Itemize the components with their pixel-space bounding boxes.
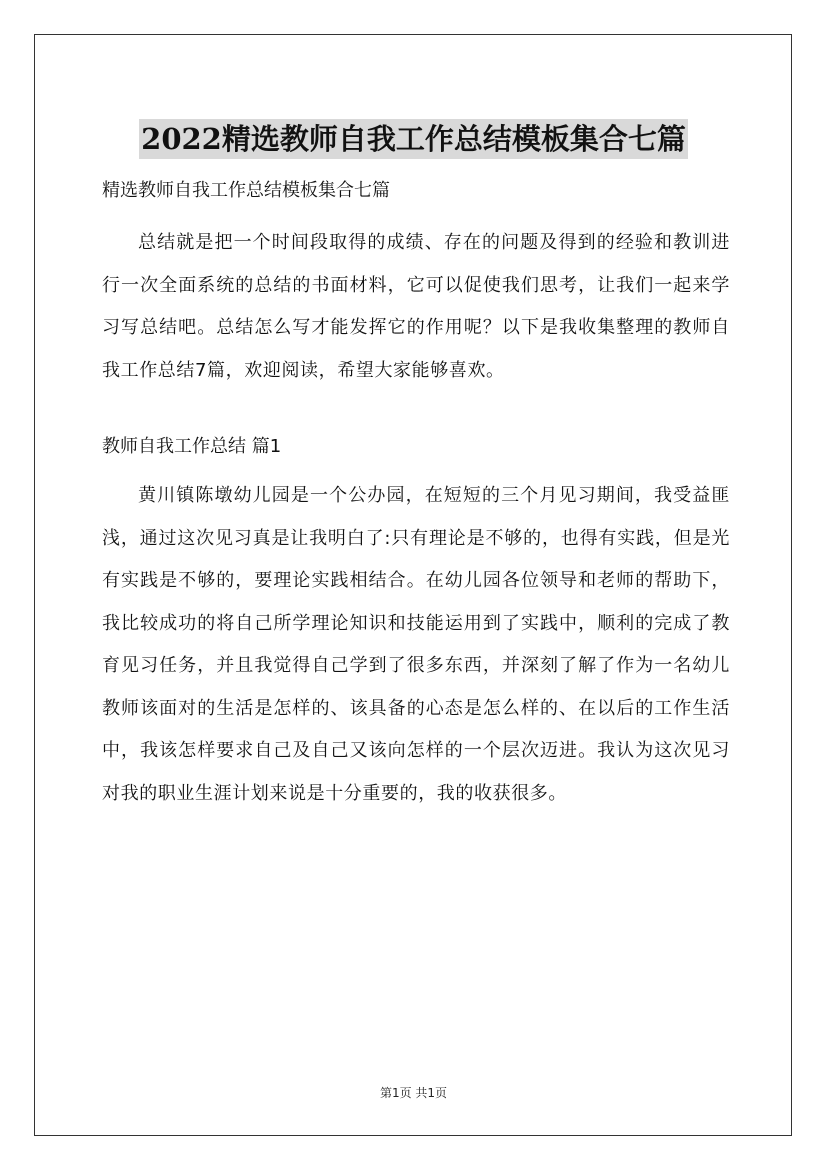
section-heading: 教师自我工作总结 篇1	[102, 436, 282, 457]
section-paragraph: 黄川镇陈墩幼儿园是一个公办园，在短短的三个月见习期间，我受益匪浅，通过这次见习真是让我明白了:只有理论是不够的，也得有实践，但是光有实践是不够的，要理论实践相结合。在幼儿园各位领导和老师的帮助下，我比较成功的将自己所学理论知识和技能运用到了实践中，顺利的完成了教育见习任务，并且我觉得自己学到了很多东西，并深刻了解了作为一名幼儿教师该面对的生活是怎样的、该具备的心态是怎么样的、在以后的工作生活中，我该怎样要求自己及自己又该向怎样的一个层次迈进。我认为这次见习对我的职业生涯计划来说是十分重要的，我的收获很多。	[102, 485, 730, 804]
document-body	[102, 176, 730, 815]
title-container	[0, 100, 827, 179]
document-subtitle: 精选教师自我工作总结模板集合七篇	[102, 180, 390, 201]
page-footer: 第1页 共1页	[379, 1086, 448, 1100]
intro-paragraph: 总结就是把一个时间段取得的成绩、存在的问题及得到的经验和教训进行一次全面系统的总结的书面材料，它可以促使我们思考，让我们一起来学习写总结吧。总结怎么写才能发挥它的作用呢？以下是我收集整理的教师自我工作总结7篇，欢迎阅读，希望大家能够喜欢。	[102, 232, 730, 381]
document-title: 2022精选教师自我工作总结模板集合七篇	[139, 119, 688, 159]
